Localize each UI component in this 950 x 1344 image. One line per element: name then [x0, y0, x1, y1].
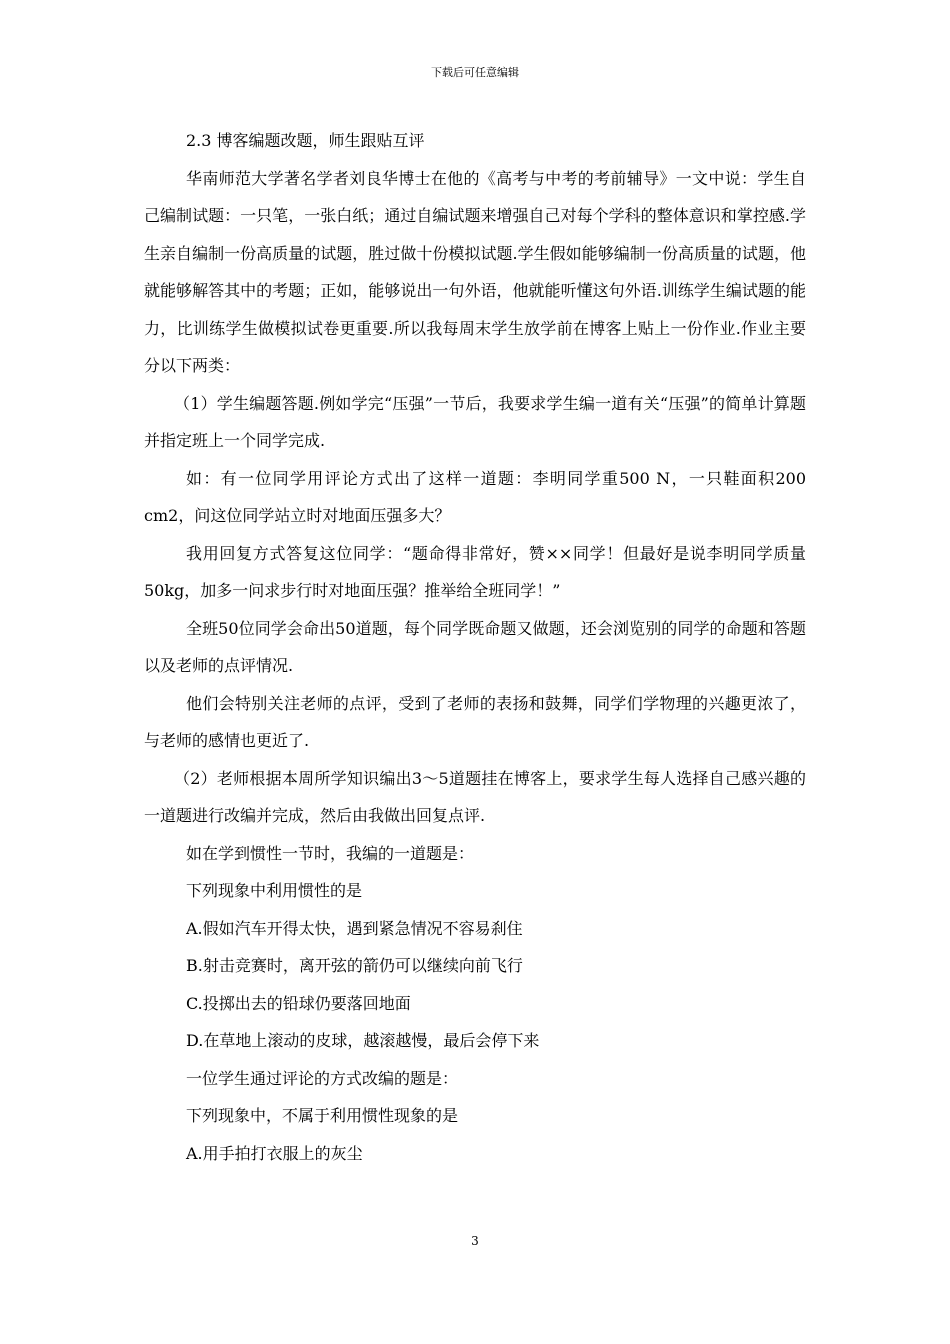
section-title: 2.3 博客编题改题，师生跟贴互评 — [186, 131, 425, 150]
page-header: 下载后可任意编辑 — [431, 66, 519, 79]
question-option: C.投掷出去的铅球仍要落回地面 — [186, 993, 411, 1013]
question-option: A.假如汽车开得太快，遇到紧急情况不容易刹住 — [186, 918, 523, 938]
question-option: B.射击竞赛时，离开弦的箭仍可以继续向前飞行 — [186, 956, 523, 975]
paragraph: 全班50位同学会命出50道题，每个同学既命题又做题，还会浏览别的同学的命题和答题以及老师的点评情况. — [144, 618, 806, 675]
question-stem: 下列现象中，不属于利用惯性现象的是 — [186, 1106, 459, 1125]
question-option: D.在草地上滚动的皮球，越滚越慢，最后会停下来 — [186, 1031, 540, 1050]
paragraph: 他们会特别关注老师的点评，受到了老师的表扬和鼓舞，同学们学物理的兴趣更浓了，与老师的感情也更近了. — [144, 693, 806, 750]
paragraph: 如：有一位同学用评论方式出了这样一道题：李明同学重500 N，一只鞋面积200 cm2，问这位同学站立时对地面压强多大？ — [144, 468, 806, 525]
page-number: 3 — [471, 1234, 479, 1248]
question-option: A.用手拍打衣服上的灰尘 — [186, 1143, 363, 1163]
question-stem: 下列现象中利用惯性的是 — [186, 881, 363, 900]
paragraph: （1）学生编题答题.例如学完“压强”一节后，我要求学生编一道有关“压强”的简单计算题并指定班上一个同学完成. — [144, 393, 806, 450]
paragraph: 如在学到惯性一节时，我编的一道题是： — [186, 843, 475, 863]
document-body — [144, 122, 806, 1172]
paragraph: （2）老师根据本周所学知识编出3～5道题挂在博客上，要求学生每人选择自己感兴趣的一道题进行改编并完成，然后由我做出回复点评. — [144, 768, 806, 825]
paragraph: 华南师范大学著名学者刘良华博士在他的《高考与中考的考前辅导》一文中说：学生自己编制试题：一只笔，一张白纸；通过自编试题来增强自己对每个学科的整体意识和掌控感.学生亲自编制一份高质量的试题，胜过做十份模拟试题.学生假如能够编制一份高质量的试题，他就能够解答其中的考题；正如，能够说出一句外语，他就能听懂这句外语.训练学生编试题的能力，比训练学生做模拟试卷更重要.所以我每周末学生放学前在博客上贴上一份作业.作业主要分以下两类： — [144, 168, 806, 375]
paragraph: 我用回复方式答复这位同学：“题命得非常好，赞××同学！但最好是说李明同学质量50kg，加多一问求步行时对地面压强？推举给全班同学！” — [144, 543, 806, 600]
paragraph: 一位学生通过评论的方式改编的题是： — [186, 1068, 459, 1088]
